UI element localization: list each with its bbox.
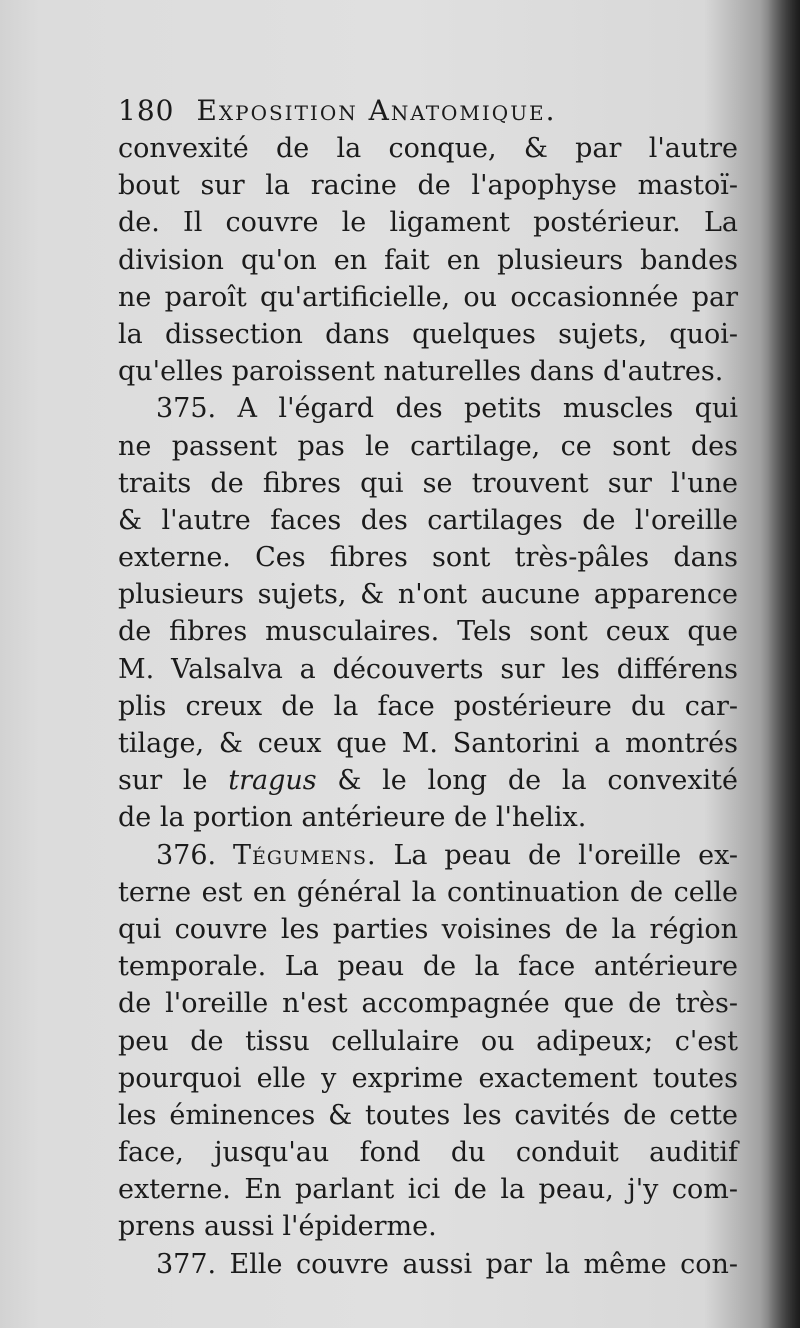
text-fragment: & le long de la convexité: [316, 765, 739, 797]
text-line: tilage, & ceux que M. Santorini a montrés: [118, 728, 738, 759]
running-header: [118, 92, 738, 130]
text-line: la dissection dans quelques sujets, quoi-: [118, 318, 738, 350]
text-line: division qu'on en fait en plusieurs bandes: [118, 244, 738, 276]
text-line: qui couvre les parties voisines de la région: [118, 913, 738, 945]
text-fragment: sur le: [118, 765, 229, 797]
text-line: plusieurs sujets, & n'ont aucune apparence: [118, 579, 738, 611]
text-line: externe. En parlant ici de la peau, j'y com-: [118, 1174, 738, 1206]
paragraph-377-start: 377. Elle couvre aussi par la même con-: [156, 1248, 738, 1280]
page-number: 180: [118, 94, 175, 127]
page-text: [118, 92, 738, 1283]
text-line: M. Valsalva a découverts sur les différens: [118, 653, 738, 685]
text-line: prens aussi l'épiderme.: [118, 1211, 437, 1243]
section-heading: Tégumens.: [233, 839, 377, 871]
text-line: [118, 762, 738, 799]
text-line: externe. Ces fibres sont très-pâles dans: [118, 542, 738, 574]
italic-term: tragus: [228, 765, 317, 797]
text-line: de. Il couvre le ligament postérieur. La: [118, 207, 738, 239]
text-line: qu'elles paroissent naturelles dans d'autres.: [118, 356, 724, 388]
text-line: convexité de la conque, & par l'autre: [118, 133, 738, 164]
text-line: plis creux de la face postérieure du car-: [118, 690, 738, 722]
text-line: terne est en général la continuation de celle: [118, 876, 738, 908]
section-number: 376.: [156, 839, 233, 871]
binding-shadow: [760, 0, 800, 1328]
text-line: ne passent pas le cartilage, ce sont des: [118, 430, 738, 462]
text-line: de la portion antérieure de l'helix.: [118, 802, 587, 834]
text-line: pourquoi elle y exprime exactement toutes: [118, 1062, 738, 1094]
text-fragment: La peau de l'oreille ex-: [376, 839, 738, 871]
text-line: temporale. La peau de la face antérieure: [118, 951, 738, 983]
text-line: ne paroît qu'artificielle, ou occasionnée par: [118, 281, 738, 313]
text-line: & l'autre faces des cartilages de l'oreille: [118, 504, 738, 536]
text-line: les éminences & toutes les cavités de cette: [118, 1099, 738, 1131]
paragraph-376-start: [118, 837, 738, 874]
text-line: de l'oreille n'est accompagnée que de très-: [118, 988, 738, 1020]
text-line: de fibres musculaires. Tels sont ceux que: [118, 616, 738, 648]
text-line: traits de fibres qui se trouvent sur l'une: [118, 467, 738, 499]
running-title: Exposition Anatomique.: [196, 94, 557, 127]
text-line: bout sur la racine de l'apophyse mastoï-: [118, 170, 738, 202]
paragraph-375-start: 375. A l'égard des petits muscles qui: [156, 393, 738, 425]
text-line: peu de tissu cellulaire ou adipeux; c'est: [118, 1025, 738, 1057]
text-line: face, jusqu'au fond du conduit auditif: [118, 1137, 738, 1169]
